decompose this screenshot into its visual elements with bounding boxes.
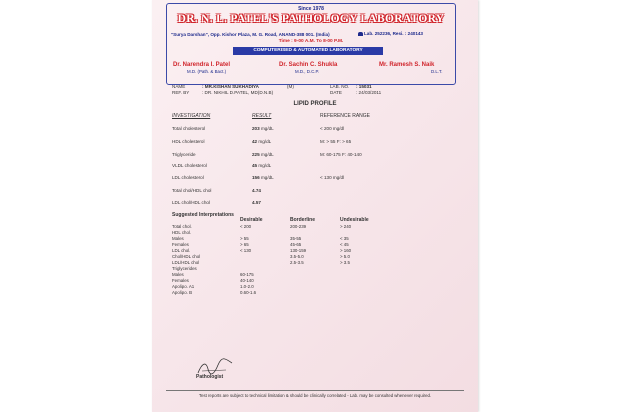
lab-no-value — [356, 84, 372, 89]
footer-divider — [166, 390, 464, 391]
interp-label: Males — [172, 236, 184, 241]
doctor-qual: M.D. (Path. & Bact.) — [187, 69, 227, 74]
investigation-name: Total chol/HDL chol — [172, 188, 212, 193]
since-label: Since 1978 — [298, 6, 324, 12]
result-value: 4.74 — [252, 188, 261, 193]
result-row — [172, 126, 345, 131]
doctor-name: Dr. Sachin C. Shukla — [279, 62, 338, 68]
result-row — [172, 188, 261, 193]
interp-desirable: 0.60-1.6 — [240, 290, 257, 295]
interp-col-undesirable: Undesirable — [340, 217, 369, 223]
interp-desirable: 1.0-2.0 — [240, 284, 254, 289]
interp-col-borderline: Borderline — [290, 217, 316, 223]
interp-undesirable: < 45 — [340, 242, 349, 247]
interp-borderline: 130-159 — [290, 248, 307, 253]
col-reference: REFERENCE RANGE — [320, 113, 371, 119]
patient-name-value — [202, 84, 259, 89]
result-value: 225 mg/dL — [252, 152, 274, 157]
interp-desirable: 40-140 — [240, 278, 254, 283]
interp-label: Apolipo. B — [172, 290, 193, 295]
ref-value: : DR. NIKHIL D.PATEL, MD(D.N.B) — [202, 90, 274, 95]
result-value: 4.57 — [252, 200, 261, 205]
phone-text: Lab. 252236, Resi. : 240143 — [364, 31, 423, 36]
result-row — [172, 139, 352, 144]
doctor-name: Mr. Ramesh S. Naik — [379, 62, 435, 68]
investigation-name: VLDL cholesterol — [172, 163, 207, 168]
interp-undesirable: > 240 — [340, 224, 352, 229]
interp-label: Females — [172, 242, 189, 247]
interp-borderline: 45-65 — [290, 242, 302, 247]
interp-label: Chol/HDL chol — [172, 254, 201, 259]
col-result: RESULT — [252, 113, 272, 119]
interp-desirable: > 55 — [240, 236, 249, 241]
interp-borderline: 35-55 — [290, 236, 302, 241]
lab-no: : 15031 — [356, 84, 372, 89]
date-label: DATE — [330, 90, 342, 95]
doctor-qual: D.L.T. — [431, 69, 443, 74]
interp-label: HDL chol. — [172, 230, 192, 235]
patient-name: : MR.KISHAN SUKHADIYA — [202, 84, 259, 89]
interp-label: Apolipo. A1 — [172, 284, 195, 289]
interp-undesirable: < 35 — [340, 236, 349, 241]
reference-range: < 200 mg/dl — [320, 126, 345, 131]
interp-undesirable: > 5.0 — [340, 254, 350, 259]
footer-note: Test reports are subject to technical limitation & should be clinically correlated - Lab. may be consulted whenever required. — [198, 393, 432, 398]
interp-desirable: < 130 — [240, 248, 252, 253]
investigation-name: LDL chol/HDL chol — [172, 200, 210, 205]
result-row — [172, 163, 272, 168]
result-value: 45 mg/dL — [252, 163, 272, 168]
ref-label: REF. BY — [172, 90, 190, 95]
patient-name-label: NAME — [172, 84, 186, 89]
lab-phone — [358, 31, 423, 36]
interp-col-desirable: Desirable — [240, 217, 263, 223]
investigation-name: HDL cholesterol — [172, 139, 205, 144]
interp-borderline: 2.5-3.5 — [290, 260, 304, 265]
interp-label: Total chol. — [172, 224, 192, 229]
lab-no-label: LAB. NO. — [330, 84, 350, 89]
doctor-3 — [379, 62, 442, 74]
doctor-qual: M.D., D.C.P. — [295, 69, 320, 74]
reference-range: < 130 mg/dl — [320, 175, 345, 180]
interp-label: Males — [172, 272, 184, 277]
interp-undesirable: > 3.5 — [340, 260, 350, 265]
doctor-2 — [279, 62, 337, 74]
interp-desirable: < 200 — [240, 224, 252, 229]
interp-title: Suggested Interpretations — [172, 212, 234, 218]
interp-desirable: > 65 — [240, 242, 249, 247]
result-value: 203 mg/dL — [252, 126, 274, 131]
result-row — [172, 152, 362, 157]
doctor-1 — [173, 62, 230, 74]
result-value: 42 mg/dL — [252, 139, 272, 144]
patient-sex: (M) — [287, 84, 294, 89]
lab-timing: Time : 9-00 A.M. To 8-00 P.M. — [278, 39, 344, 44]
interp-undesirable: > 160 — [340, 248, 352, 253]
reference-range: M: > 55 F: > 65 — [320, 139, 352, 144]
interp-borderline: 200-239 — [290, 224, 307, 229]
investigation-name: LDL cholesterol — [172, 175, 204, 180]
lab-name: DR. N. L. PATEL'S PATHOLOGY LABORATORY — [177, 13, 445, 25]
lab-address: "Surya Darshan", Opp. Kishor Plaza, M. G. Road, ANAND-388 001. (India) — [171, 32, 330, 37]
reference-range: M: 60-175 F: 40-140 — [320, 152, 362, 157]
doctor-name: Dr. Narendra I. Patel — [173, 62, 231, 68]
interp-label: Triglycerides — [172, 266, 197, 271]
investigation-name: Total cholesterol — [172, 126, 206, 131]
phone-icon — [358, 32, 363, 36]
lab-banner: COMPUTERISED & AUTOMATED LABORATORY — [233, 47, 383, 55]
investigation-name: Triglyceride — [172, 152, 196, 157]
result-row — [172, 175, 345, 180]
col-investigation: INVESTIGATION — [172, 113, 211, 119]
pathologist-label: Pathologist — [196, 374, 224, 380]
result-row — [172, 200, 261, 205]
report-title: LIPID PROFILE — [293, 101, 337, 107]
interp-label: LDL chol. — [172, 248, 191, 253]
interp-desirable: 60-175 — [240, 272, 254, 277]
letterhead — [166, 3, 456, 85]
result-value: 156 mg/dL — [252, 175, 274, 180]
interp-label: LDL/HDL chol — [172, 260, 200, 265]
report-paper — [152, 0, 478, 412]
date-value: : 24/03/2011 — [356, 90, 382, 95]
interp-label: Females — [172, 278, 189, 283]
interp-borderline: 3.5-5.0 — [290, 254, 304, 259]
